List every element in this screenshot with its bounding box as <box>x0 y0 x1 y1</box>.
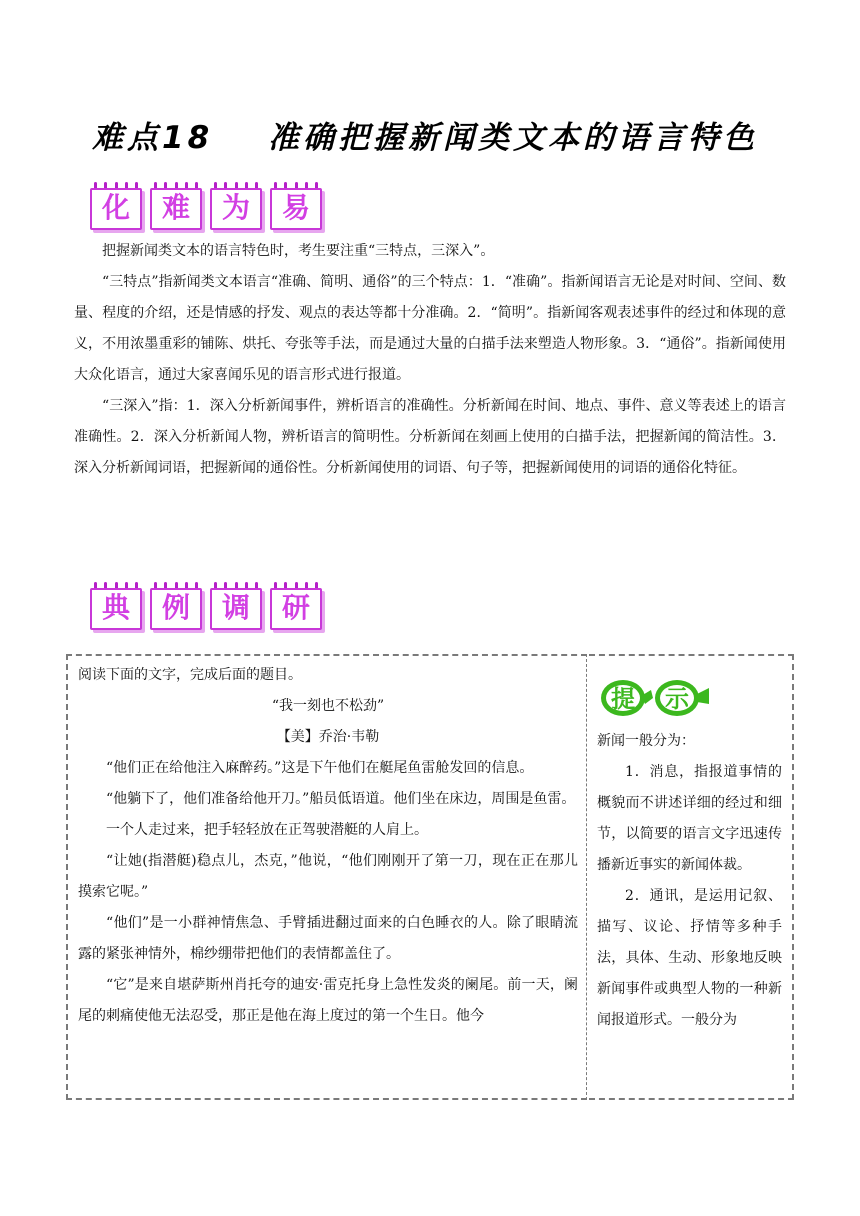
article-author: 【美】乔治·韦勒 <box>276 729 380 745</box>
hint-intro: 新闻一般分为： <box>597 733 695 749</box>
title-text: 准确把握新闻类文本的语言特色 <box>268 120 758 156</box>
article-paragraph: “他们”是一小群神情焦急、手臂插进翻过面来的白色睡衣的人。除了眼睛流露的紧张神情外，棉纱绷带把他们的表情都盖住了。 <box>78 915 578 962</box>
article-paragraph: “他躺下了，他们准备给他开刀。”船员低语道。他们坐在床边，周围是鱼雷。 <box>106 791 576 807</box>
badge-char: 调 <box>210 582 262 628</box>
hint-paragraph: 2．通讯，是运用记叙、描写、议论、抒情等多种手法，具体、生动、形象地反映新闻事件或典型人物的一种新闻报道形式。一般分为 <box>597 888 782 1028</box>
hint-logo-char: 示 <box>665 685 689 713</box>
article-title: “我一刻也不松劲” <box>271 698 385 714</box>
title-number: 难点18 <box>92 120 214 156</box>
intro-paragraph: “三深入”指：1．深入分析新闻事件，辨析语言的准确性。分析新闻在时间、地点、事件、意义等表述上的语言准确性。2．深入分析新闻人物，辨析语言的简明性。分析新闻在刻画上使用的白描手法，把握新闻的简洁性。3．深入分析新闻词语，把握新闻的通俗性。分析新闻使用的词语、句子等，把握新闻使用的词语的通俗化特征。 <box>74 398 786 476</box>
intro-paragraph: “三特点”指新闻类文本语言“准确、简明、通俗”的三个特点：1．“准确”。指新闻语言无论是对时间、空间、数量、程度的介绍，还是情感的抒发、观点的表达等都十分准确。2．“简明”。指新闻客观表述事件的经过和体现的意义，不用浓墨重彩的铺陈、烘托、夸张等手法，而是通过大量的白描手法来塑造人物形象。3．“通俗”。指新闻使用大众化语言，通过大家喜闻乐见的语言形式进行报道。 <box>74 274 786 383</box>
badge-char: 为 <box>210 182 262 228</box>
article-paragraph: “它”是来自堪萨斯州肖托夸的迪安·雷克托身上急性发炎的阑尾。前一天，阑尾的刺痛使他无法忍受，那正是他在海上度过的第一个生日。他今 <box>78 977 578 1024</box>
example-box <box>66 654 587 1100</box>
badge-char: 典 <box>90 582 142 628</box>
hint-paragraph: 1．消息，指报道事情的概貌而不讲述详细的经过和细节，以简要的语言文字迅速传播新近事实的新闻体裁。 <box>597 764 782 873</box>
article-paragraph: “让她(指潜艇)稳点儿，杰克，”他说，“他们刚刚开了第一刀，现在正在那儿摸索它呢。” <box>78 853 578 900</box>
section-badge-hua-nan-wei-yi <box>90 182 322 228</box>
badge-char: 研 <box>270 582 322 628</box>
badge-char: 易 <box>270 182 322 228</box>
intro-text <box>74 236 786 484</box>
intro-paragraph: 把握新闻类文本的语言特色时，考生要注重“三特点，三深入”。 <box>102 243 495 259</box>
example-instruction: 阅读下面的文字，完成后面的题目。 <box>78 667 302 683</box>
hint-box <box>589 654 794 1100</box>
badge-char: 难 <box>150 182 202 228</box>
hint-logo-char: 提 <box>611 685 635 713</box>
badge-char: 例 <box>150 582 202 628</box>
article-paragraph: 一个人走过来，把手轻轻放在正驾驶潜艇的人肩上。 <box>106 822 428 838</box>
badge-char: 化 <box>90 182 142 228</box>
article-paragraph: “他们正在给他注入麻醉药。”这是下午他们在艇尾鱼雷舱发回的信息。 <box>106 760 534 776</box>
hint-logo <box>597 674 717 718</box>
page-title <box>92 112 772 158</box>
section-badge-dian-li-diao-yan <box>90 582 322 628</box>
